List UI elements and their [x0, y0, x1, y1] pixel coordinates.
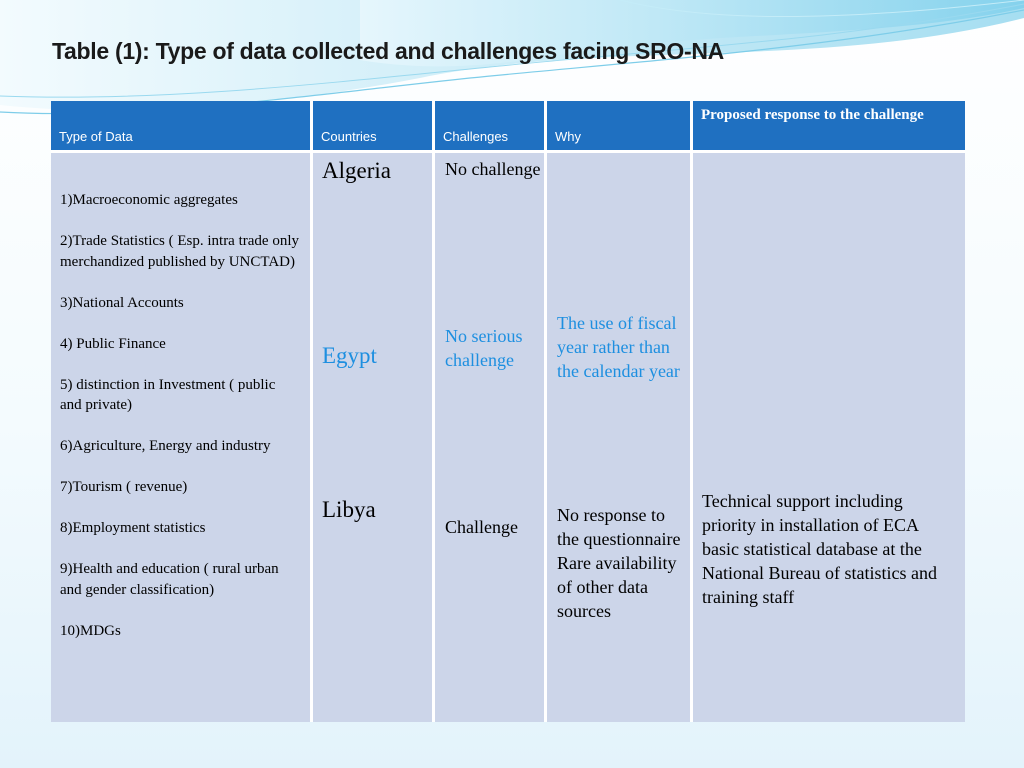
header-why — [547, 101, 690, 150]
header-label: Why — [555, 129, 581, 144]
list-item: 6)Agriculture, Energy and industry — [60, 438, 271, 454]
list-item: 2)Trade Statistics ( Esp. intra trade only merchandized published by UNCTAD) — [60, 233, 299, 270]
list-item: 4) Public Finance — [60, 335, 166, 352]
header-label: Proposed response to the challenge — [701, 107, 924, 123]
header-proposed-response — [693, 101, 965, 150]
list-item: 10)MDGs — [60, 622, 121, 639]
header-challenges — [435, 101, 544, 150]
why-libya: No response to the questionnaire Rare availability of other data sources — [557, 505, 681, 621]
country-algeria: Algeria — [322, 158, 391, 183]
header-countries — [313, 101, 432, 150]
list-item: 5) distinction in Investment ( public and private) — [60, 376, 276, 413]
cell-countries — [313, 153, 432, 722]
data-challenges-table — [51, 101, 965, 722]
list-item: 3)National Accounts — [60, 294, 184, 311]
header-label: Type of Data — [59, 129, 133, 144]
proposed-response-text: Technical support including priority in installation of ECA basic statistical database at the National Bureau of statistics and training staff — [702, 491, 937, 607]
list-item: 7)Tourism ( revenue) — [60, 479, 188, 495]
challenge-algeria: No challenge — [445, 159, 541, 179]
cell-proposed-response — [693, 153, 965, 722]
list-item: 1)Macroeconomic aggregates — [60, 192, 238, 208]
country-libya: Libya — [322, 497, 376, 522]
slide-title: Table (1): Type of data collected and challenges facing SRO-NA — [52, 38, 724, 64]
challenge-libya: Challenge — [445, 517, 518, 537]
list-item: 8)Employment statistics — [60, 520, 206, 536]
header-type-of-data — [51, 101, 310, 150]
country-egypt: Egypt — [322, 343, 377, 368]
list-item: 9)Health and education ( rural urban and gender classification) — [60, 561, 279, 598]
cell-why — [547, 153, 690, 722]
header-label: Challenges — [443, 129, 509, 144]
why-egypt: The use of fiscal year rather than the calendar year — [557, 313, 680, 381]
data-type-list — [60, 190, 300, 662]
cell-challenges — [435, 153, 544, 722]
challenge-egypt: No serious challenge — [445, 326, 523, 370]
cell-type-of-data — [51, 153, 310, 722]
header-label: Countries — [321, 129, 377, 144]
